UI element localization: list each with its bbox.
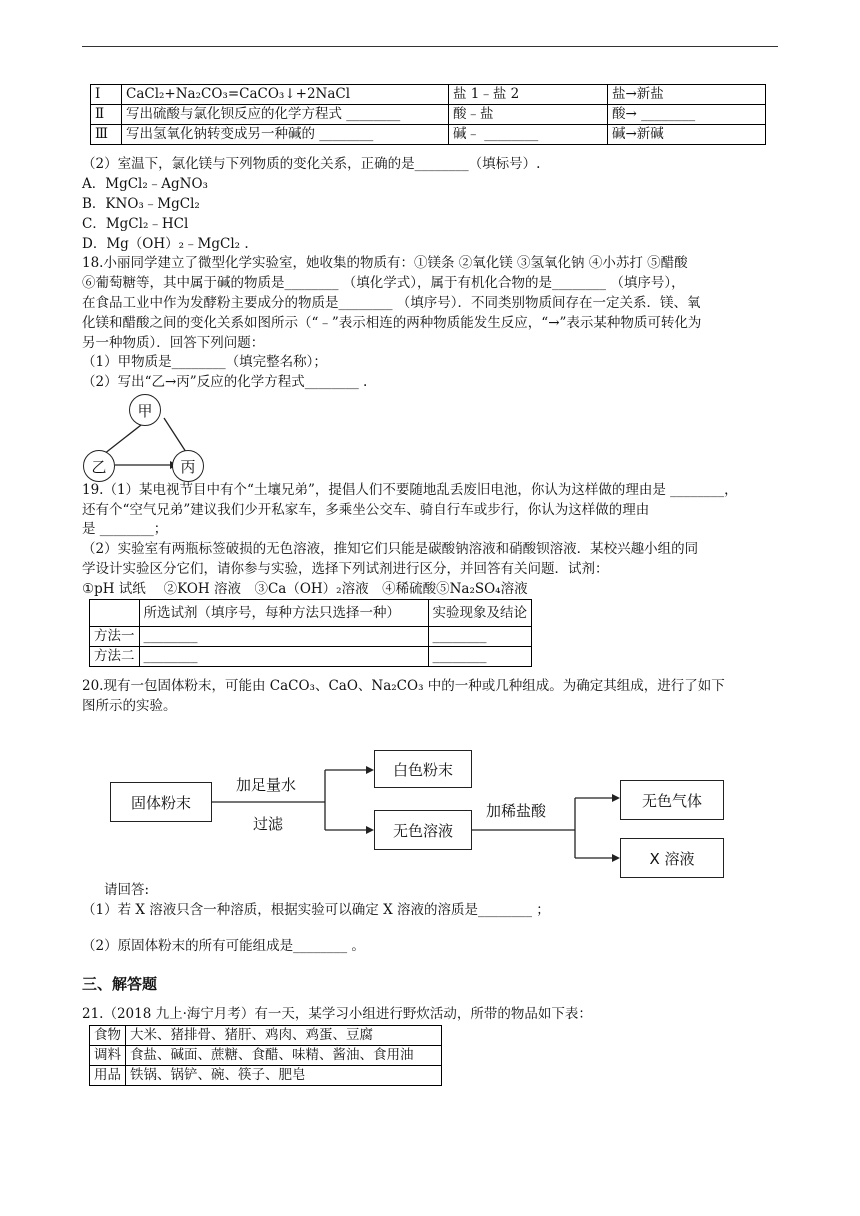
q19-line: （2）实验室有两瓶标签破损的无色溶液，推知它们只能是碳酸钠溶液和硝酸钡溶液．某校兴趣小组的同 xyxy=(82,541,699,557)
white-powder-box: 白色粉末 xyxy=(374,750,472,788)
header-rule xyxy=(82,46,778,47)
table-row xyxy=(90,1046,442,1066)
table-cell: 食物 xyxy=(90,1026,126,1046)
table-cell: ________ xyxy=(139,627,428,647)
option-c: C．MgCl₂﹣HCl xyxy=(82,216,189,232)
table-cell: 方法一 xyxy=(90,627,140,647)
table-cell: 碱﹣ ________ xyxy=(449,125,608,145)
table-row xyxy=(90,1026,442,1046)
q20-line: 图所示的实验。 xyxy=(82,698,177,714)
table-cell: Ⅲ xyxy=(91,125,122,145)
q19-line: 19.（1）某电视节目中有个“土壤兄弟”，提倡人们不要随地乱丢废旧电池，你认为这样做的理由是 ________， xyxy=(82,482,738,498)
q19-line: 是 ________； xyxy=(82,521,168,537)
picnic-table xyxy=(89,1025,442,1086)
option-b: B．KNO₃﹣MgCl₂ xyxy=(82,196,200,212)
table-cell: 大米、猪排骨、猪肝、鸡肉、鸡蛋、豆腐 xyxy=(126,1026,442,1046)
table-cell: 酸﹣盐 xyxy=(449,105,608,125)
q19-line: 学设计实验区分它们，请你参与实验，选择下列试剂进行区分，并回答有关问题．试剂： xyxy=(82,561,609,577)
node-bing: 丙 xyxy=(172,450,204,482)
q18-line: 18.小丽同学建立了微型化学实验室，她收集的物质有：①镁条 ②氧化镁 ③氢氧化钠 ④小苏打 ⑤醋酸 xyxy=(82,255,688,271)
node-jia: 甲 xyxy=(129,394,161,426)
table-cell: 所选试剂（填序号，每种方法只选择一种） xyxy=(139,600,428,627)
q18-line: 化镁和醋酸之间的变化关系如图所示（“﹣”表示相连的两种物质能发生反应，“→”表示某种物质可转化为 xyxy=(82,315,702,331)
q21-stem: 21.（2018 九上·海宁月考）有一天，某学习小组进行野炊活动，所带的物品如下表： xyxy=(82,1006,592,1022)
method-table xyxy=(89,599,532,667)
q18-line: （2）写出“乙→丙”反应的化学方程式________ . xyxy=(82,374,368,390)
table-cell: CaCl₂+Na₂CO₃=CaCO₃↓+2NaCl xyxy=(122,85,449,105)
table-cell: 用品 xyxy=(90,1066,126,1086)
table-row xyxy=(90,600,532,627)
add-hcl-label: 加稀盐酸 xyxy=(486,802,547,820)
table-row xyxy=(91,105,766,125)
table-cell: ________ xyxy=(428,647,532,667)
table-cell: 实验现象及结论 xyxy=(428,600,532,627)
table-row xyxy=(91,85,766,105)
table-cell: 食盐、碱面、蔗糖、食醋、味精、酱油、食用油 xyxy=(126,1046,442,1066)
q20-answer: （1）若 X 溶液只含一种溶质，根据实验可以确定 X 溶液的溶质是________ ； xyxy=(82,902,550,918)
table-cell: ________ xyxy=(428,627,532,647)
q20-answer: （2）原固体粉末的所有可能组成是________ 。 xyxy=(82,938,365,954)
filter-label: 过滤 xyxy=(253,815,284,833)
table-cell xyxy=(90,600,140,627)
node-yi: 乙 xyxy=(83,450,115,482)
table-cell: ________ xyxy=(139,647,428,667)
option-a: A．MgCl₂﹣AgNO₃ xyxy=(82,176,208,192)
question-stem: （2）室温下，氯化镁与下列物质的变化关系，正确的是________（填标号）. xyxy=(82,156,541,172)
table-cell: 碱→新碱 xyxy=(608,125,766,145)
table-row xyxy=(90,627,532,647)
q18-line: 在食品工业中作为发酵粉主要成分的物质是________ （填序号）．不同类别物质间存在一定关系．镁、氧 xyxy=(82,295,701,311)
table-cell: 盐 1﹣盐 2 xyxy=(449,85,608,105)
q19-line: 还有个“空气兄弟”建议我们少开私家车，多乘坐公交车、骑自行车或步行，你认为这样做的理由 xyxy=(82,502,650,518)
solid-powder-box: 固体粉末 xyxy=(110,782,212,822)
table-cell: 写出氢氧化钠转变成另一种碱的 ________ xyxy=(122,125,449,145)
table-row xyxy=(91,125,766,145)
q18-line: （1）甲物质是________（填完整名称）； xyxy=(82,354,327,370)
q20-line: 20.现有一包固体粉末，可能由 CaCO₃、CaO、Na₂CO₃ 中的一种或几种组成。为确定其组成，进行了如下 xyxy=(82,678,725,694)
table-cell: 写出硫酸与氯化钡反应的化学方程式 ________ xyxy=(122,105,449,125)
reaction-table xyxy=(90,84,766,145)
colorless-solution-box: 无色溶液 xyxy=(374,810,472,850)
section-title: 三、解答题 xyxy=(82,975,158,993)
q18-line: ⑥葡萄糖等，其中属于碱的物质是________ （填化学式），属于有机化合物的是________ （填序号）， xyxy=(82,275,685,291)
x-solution-box: X 溶液 xyxy=(620,838,724,878)
table-cell: 调料 xyxy=(90,1046,126,1066)
table-cell: 铁锅、锅铲、碗、筷子、肥皂 xyxy=(126,1066,442,1086)
option-d: D．Mg（OH）₂﹣MgCl₂ . xyxy=(82,236,249,252)
colorless-gas-box: 无色气体 xyxy=(620,780,724,820)
q18-line: 另一种物质）．回答下列问题： xyxy=(82,335,265,351)
add-water-label: 加足量水 xyxy=(236,776,297,794)
table-cell: 方法二 xyxy=(90,647,140,667)
table-row xyxy=(90,647,532,667)
table-cell: 盐→新盐 xyxy=(608,85,766,105)
table-cell: Ⅱ xyxy=(91,105,122,125)
q19-line: ①pH 试纸 ②KOH 溶液 ③Ca（OH）₂溶液 ④稀硫酸⑤Na₂SO₄溶液 xyxy=(82,581,528,597)
table-row xyxy=(90,1066,442,1086)
table-cell: 酸→ ________ xyxy=(608,105,766,125)
q20-answer: 请回答: xyxy=(104,882,150,898)
table-cell: Ⅰ xyxy=(91,85,122,105)
